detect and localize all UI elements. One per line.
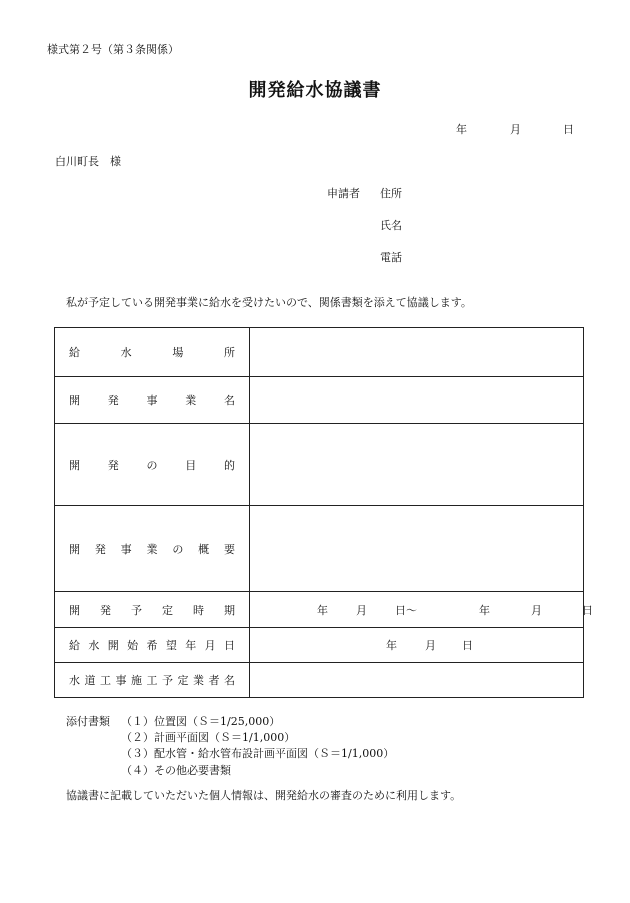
label-development-purpose: 開 発 の 目 的 (55, 424, 250, 506)
privacy-note: 協議書に記載していただいた個人情報は、開発給水の審査のために利用します。 (66, 789, 462, 802)
table-row (55, 377, 584, 424)
start-year: 年 (386, 639, 397, 652)
intro-text: 私が予定している開発事業に給水を受けたいので、関係書類を添えて協議します。 (66, 296, 472, 309)
label-development-project-outline: 開 発 事 業 の 概 要 (55, 506, 250, 592)
label-desired-start-date: 給 水 開 始 希 望 年 月 日 (55, 628, 250, 663)
table-row (55, 592, 584, 628)
form-id: 様式第２号（第３条関係） (47, 43, 179, 56)
attachment-item: （３）配水管・給水管布設計画平面図（Ｓ＝1/1,000） (121, 747, 395, 760)
label-development-schedule: 開 発 予 定 時 期 (55, 592, 250, 628)
development-purpose-field[interactable] (250, 424, 584, 506)
start-day: 日 (462, 639, 473, 652)
period-end-month: 月 (531, 603, 542, 617)
contractor-name-field[interactable] (250, 663, 584, 698)
date-month-label: 月 (510, 123, 521, 136)
label-contractor-name: 水 道 工 事 施 工 予 定 業 者 名 (55, 663, 250, 698)
attachments-label: 添付書類 (66, 715, 110, 728)
applicant-address-label: 住所 (380, 187, 402, 200)
period-start-month: 月 (356, 603, 367, 617)
label-water-supply-location: 給 水 場 所 (55, 328, 250, 377)
table-row (55, 628, 584, 663)
period-start-year: 年 (317, 603, 328, 617)
applicant-phone-label: 電話 (380, 251, 402, 264)
table-row (55, 424, 584, 506)
development-project-outline-field[interactable] (250, 506, 584, 592)
period-end-day: 日 (582, 603, 593, 617)
table-row (55, 506, 584, 592)
water-supply-location-field[interactable] (250, 328, 584, 377)
development-project-name-field[interactable] (250, 377, 584, 424)
desired-start-date-field[interactable] (250, 628, 584, 663)
applicant-name-label: 氏名 (380, 219, 402, 232)
table-row (55, 663, 584, 698)
application-table (54, 327, 593, 698)
period-end-year: 年 (479, 603, 490, 617)
start-month: 月 (425, 639, 436, 652)
table-row (55, 328, 584, 377)
attachment-item: （２）計画平面図（Ｓ＝1/1,000） (121, 731, 296, 744)
label-development-project-name: 開 発 事 業 名 (55, 377, 250, 424)
date-year-label: 年 (456, 123, 467, 136)
attachment-item: （１）位置図（Ｓ＝1/25,000） (121, 715, 281, 728)
addressee: 白川町長 様 (55, 155, 121, 168)
page-title: 開発給水協議書 (248, 80, 382, 101)
development-schedule-field[interactable] (250, 592, 593, 628)
period-start-day: 日〜 (395, 603, 417, 617)
attachment-item: （４）その他必要書類 (121, 764, 231, 777)
applicant-label: 申請者 (327, 187, 360, 200)
date-day-label: 日 (563, 123, 574, 136)
